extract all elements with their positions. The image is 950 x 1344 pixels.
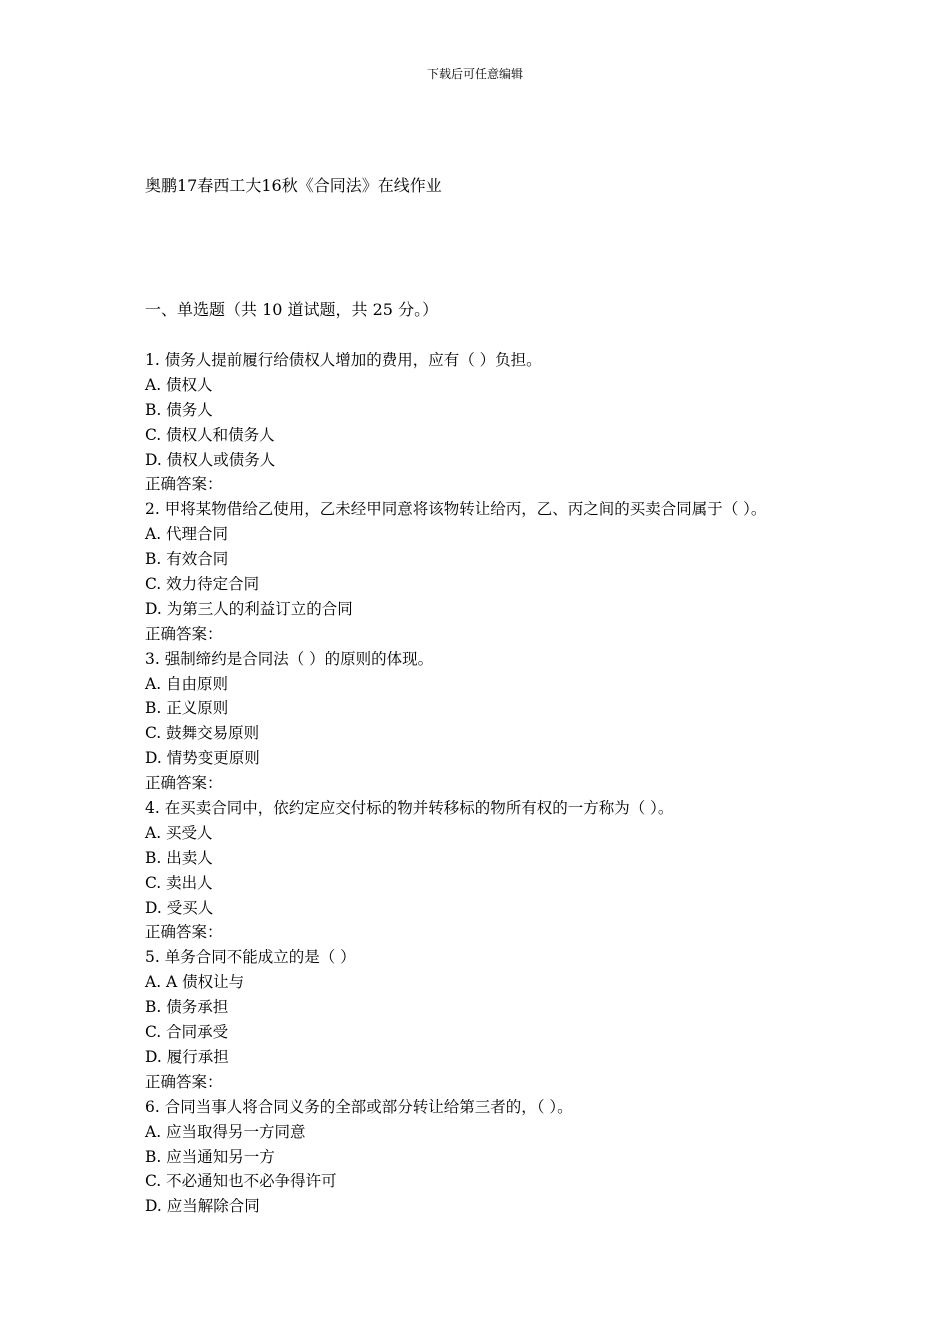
answer-option: C. 不必通知也不必争得许可: [145, 1172, 337, 1191]
correct-answer-label: 正确答案：: [145, 624, 223, 643]
answer-option: C. 债权人和债务人: [145, 425, 275, 444]
answer-option: B. 债务承担: [145, 998, 229, 1017]
answer-option: D. 情势变更原则: [145, 749, 260, 768]
answer-option: C. 效力待定合同: [145, 575, 260, 594]
answer-option: A. A 债权让与: [145, 973, 245, 992]
section-heading: 一、单选题（共 10 道试题，共 25 分。）: [145, 300, 439, 319]
answer-option: D. 受买人: [145, 898, 214, 917]
answer-option: B. 债务人: [145, 400, 213, 419]
answer-option: C. 鼓舞交易原则: [145, 724, 260, 743]
question-stem: 6. 合同当事人将合同义务的全部或部分转让给第三者的，（ ）。: [145, 1097, 573, 1116]
page-header-note: 下载后可任意编辑: [426, 67, 523, 81]
answer-option: D. 债权人或债务人: [145, 450, 276, 469]
answer-option: A. 债权人: [145, 375, 213, 394]
answer-option: A. 自由原则: [145, 674, 229, 693]
question-stem: 5. 单务合同不能成立的是（ ）: [145, 948, 356, 967]
question-block: [145, 497, 935, 646]
answer-option: B. 出卖人: [145, 848, 213, 867]
correct-answer-label: 正确答案：: [145, 475, 223, 494]
answer-option: B. 有效合同: [145, 550, 229, 569]
answer-option: B. 应当通知另一方: [145, 1147, 275, 1166]
question-stem: 1. 债务人提前履行给债权人增加的费用，应有（ ）负担。: [145, 351, 542, 369]
question-stem: 4. 在买卖合同中，依约定应交付标的物并转移标的物所有权的一方称为（ ）。: [145, 799, 674, 818]
correct-answer-label: 正确答案：: [145, 923, 223, 942]
question-block: [145, 647, 935, 796]
question-block: [145, 945, 935, 1094]
answer-option: D. 应当解除合同: [145, 1197, 260, 1216]
question-stem: 2. 甲将某物借给乙使用，乙未经甲同意将该物转让给丙，乙、丙之间的买卖合同属于（ ）。: [145, 500, 767, 519]
answer-option: A. 买受人: [145, 823, 213, 842]
answer-option: C. 合同承受: [145, 1023, 229, 1042]
document-title: 奥鹏17春西工大16秋《合同法》在线作业: [145, 176, 442, 195]
question-list: [145, 348, 935, 1219]
correct-answer-label: 正确答案：: [145, 774, 223, 793]
question-block: [145, 348, 935, 497]
question-stem: 3. 强制缔约是合同法（ ）的原则的体现。: [145, 649, 434, 668]
answer-option: C. 卖出人: [145, 873, 213, 892]
answer-option: D. 为第三人的利益订立的合同: [145, 599, 353, 618]
question-block: [145, 1095, 935, 1219]
answer-option: A. 应当取得另一方同意: [145, 1122, 306, 1141]
correct-answer-label: 正确答案：: [145, 1072, 223, 1091]
answer-option: B. 正义原则: [145, 699, 229, 718]
question-block: [145, 796, 935, 945]
answer-option: D. 履行承担: [145, 1047, 229, 1066]
answer-option: A. 代理合同: [145, 525, 229, 544]
